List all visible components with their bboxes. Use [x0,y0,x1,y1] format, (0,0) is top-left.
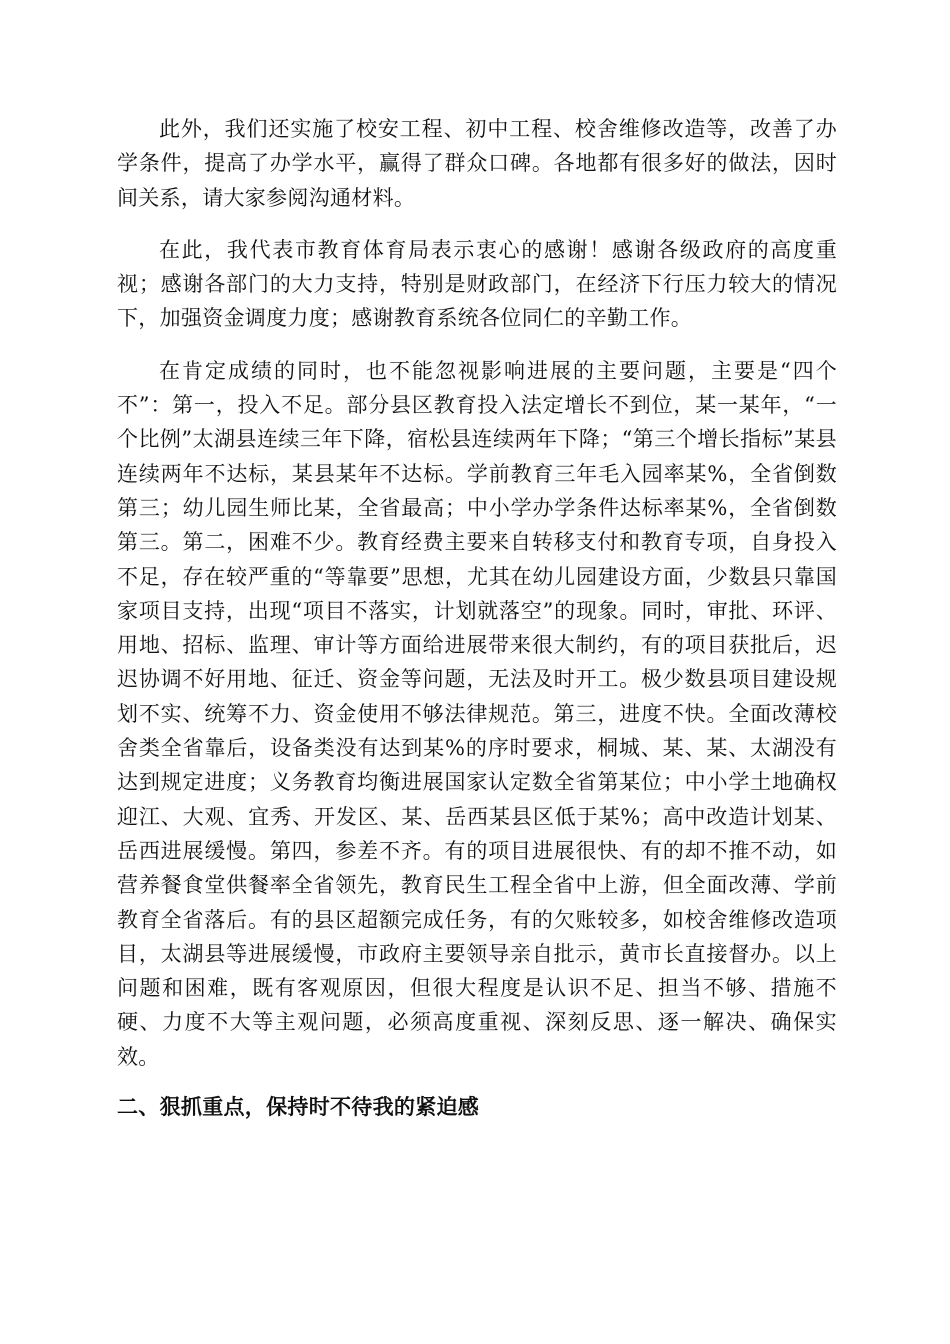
document-page [117,112,837,1124]
paragraph-school-projects: 此外，我们还实施了校安工程、初中工程、校舍维修改造等，改善了办学条件，提高了办学水平，赢得了群众口碑。各地都有很多好的做法，因时间关系，请大家参阅沟通材料。 [117,117,837,210]
paragraph-problems: 在肯定成绩的同时，也不能忽视影响进展的主要问题，主要是“四个不”：第一，投入不足。部分县区教育投入法定增长不到位，某一某年，“一个比例”太湖县连续三年下降，宿松县连续两年下降；“第三个增长指标”某县连续两年不达标，某县某年不达标。学前教育三年毛入园率某%，全省倒数第三；幼儿园生师比某，全省最高；中小学办学条件达标率某%，全省倒数第三。第二，困难不少。教育经费主要来自转移支付和教育专项，自身投入不足，存在较严重的“等靠要”思想，尤其在幼儿园建设方面，少数县只靠国家项目支持，出现“项目不落实，计划就落空”的现象。同时，审批、环评、用地、招标、监理、审计等方面给进展带来很大制约，有的项目获批后，迟迟协调不好用地、征迁、资金等问题，无法及时开工。极少数县项目建设规划不实、统筹不力、资金使用不够法律规范。第三，进度不快。全面改薄校舍类全省靠后，设备类没有达到某%的序时要求，桐城、某、某、太湖没有达到规定进度；义务教育均衡进展国家认定数全省第某位；中小学土地确权迎江、大观、宜秀、开发区、某、岳西某县区低于某%；高中改造计划某、岳西进展缓慢。第四，参差不齐。有的项目进展很快、有的却不推不动，如营养餐食堂供餐率全省领先，教育民生工程全省中上游，但全面改薄、学前教育全省落后。有的县区超额完成任务，有的欠账较多，如校舍维修改造项目，太湖县等进展缓慢，市政府主要领导亲自批示，黄市长直接督办。以上问题和困难，既有客观原因，但很大程度是认识不足、担当不够、措施不硬、力度不大等主观问题，必须高度重视、深刻反思、逐一解决、确保实效。 [117,358,837,1069]
section-heading: 二、狠抓重点，保持时不待我的紧迫感 [117,1094,480,1120]
paragraph-thanks: 在此，我代表市教育体育局表示衷心的感谢！感谢各级政府的高度重视；感谢各部门的大力支持，特别是财政部门，在经济下行压力较大的情况下，加强资金调度力度；感谢教育系统各位同仁的辛勤工作。 [117,237,837,331]
